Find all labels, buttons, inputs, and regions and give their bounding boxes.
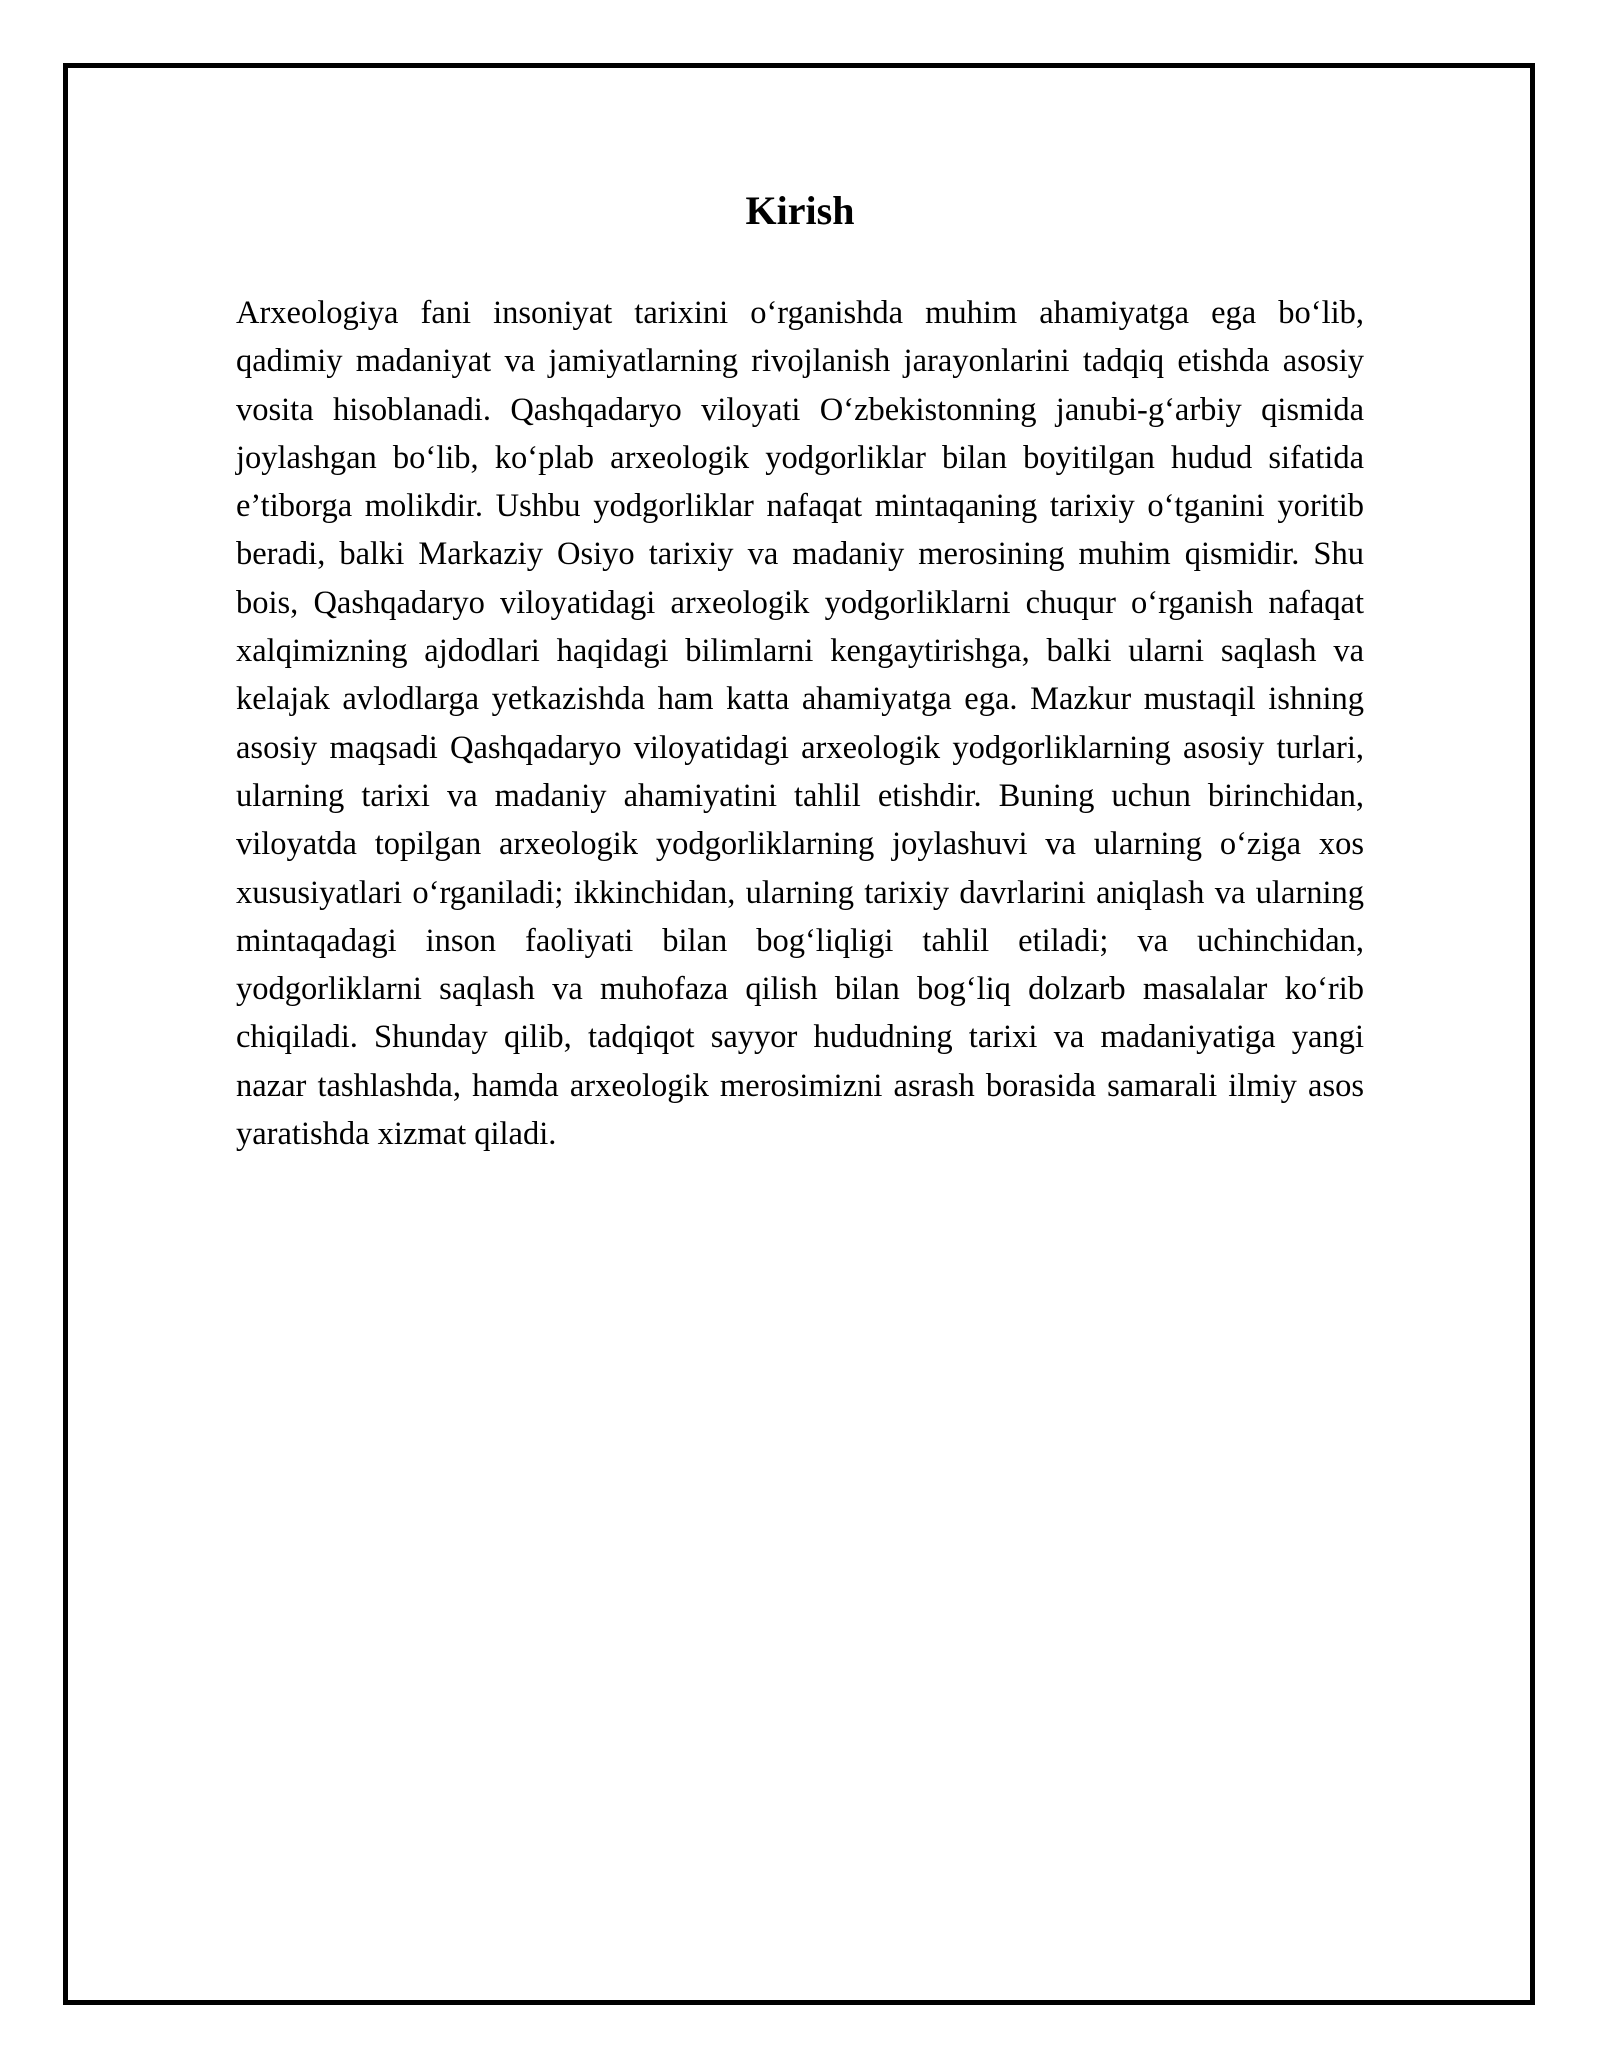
body-paragraph: Arxeologiya fani insoniyat tarixini o‘rganishda muhim ahamiyatga ega bo‘lib, qadimiy madaniyat va jamiyatlarning rivojlanish jarayonlarini tadqiq etishda asosiy vosita hisoblanadi. Qashqadaryo viloyati O‘zbekistonning janubi-g‘arbiy qismida joylashgan bo‘lib, ko‘plab arxeologik yodgorliklar bilan boyitilgan hudud sifatida e’tiborga molikdir. Ushbu yodgorliklar nafaqat mintaqaning tarixiy o‘tganini yoritib beradi, balki Markaziy Osiyo tarixiy va madaniy merosining muhim qismidir. Shu bois, Qashqadaryo viloyatidagi arxeologik yodgorliklarni chuqur o‘rganish nafaqat xalqimizning ajdodlari haqidagi bilimlarni kengaytirishga, balki ularni saqlash va kelajak avlodlarga yetkazishda ham katta ahamiyatga ega. Mazkur mustaqil ishning asosiy maqsadi Qashqadaryo viloyatidagi arxeologik yodgorliklarning asosiy turlari, ularning tarixi va madaniy ahamiyatini tahlil etishdir. Buning uchun birinchidan, viloyatda topilgan arxeologik yodgorliklarning joylashuvi va ularning o‘ziga xos xususiyatlari o‘rganiladi; ikkinchidan, ularning tarixiy davrlarini aniqlash va ularning mintaqadagi inson faoliyati bilan bog‘liqligi tahlil etiladi; va uchinchidan, yodgorliklarni saqlash va muhofaza qilish bilan bog‘liq dolzarb masalalar ko‘rib chiqiladi. Shunday qilib, tadqiqot sayyor hududning tarixi va madaniyatiga yangi nazar tashlashda, hamda arxeologik merosimizni asrash borasida samarali ilmiy asos yaratishda xizmat qiladi. (236, 295, 1364, 1153)
page-title: Kirish (745, 188, 855, 233)
